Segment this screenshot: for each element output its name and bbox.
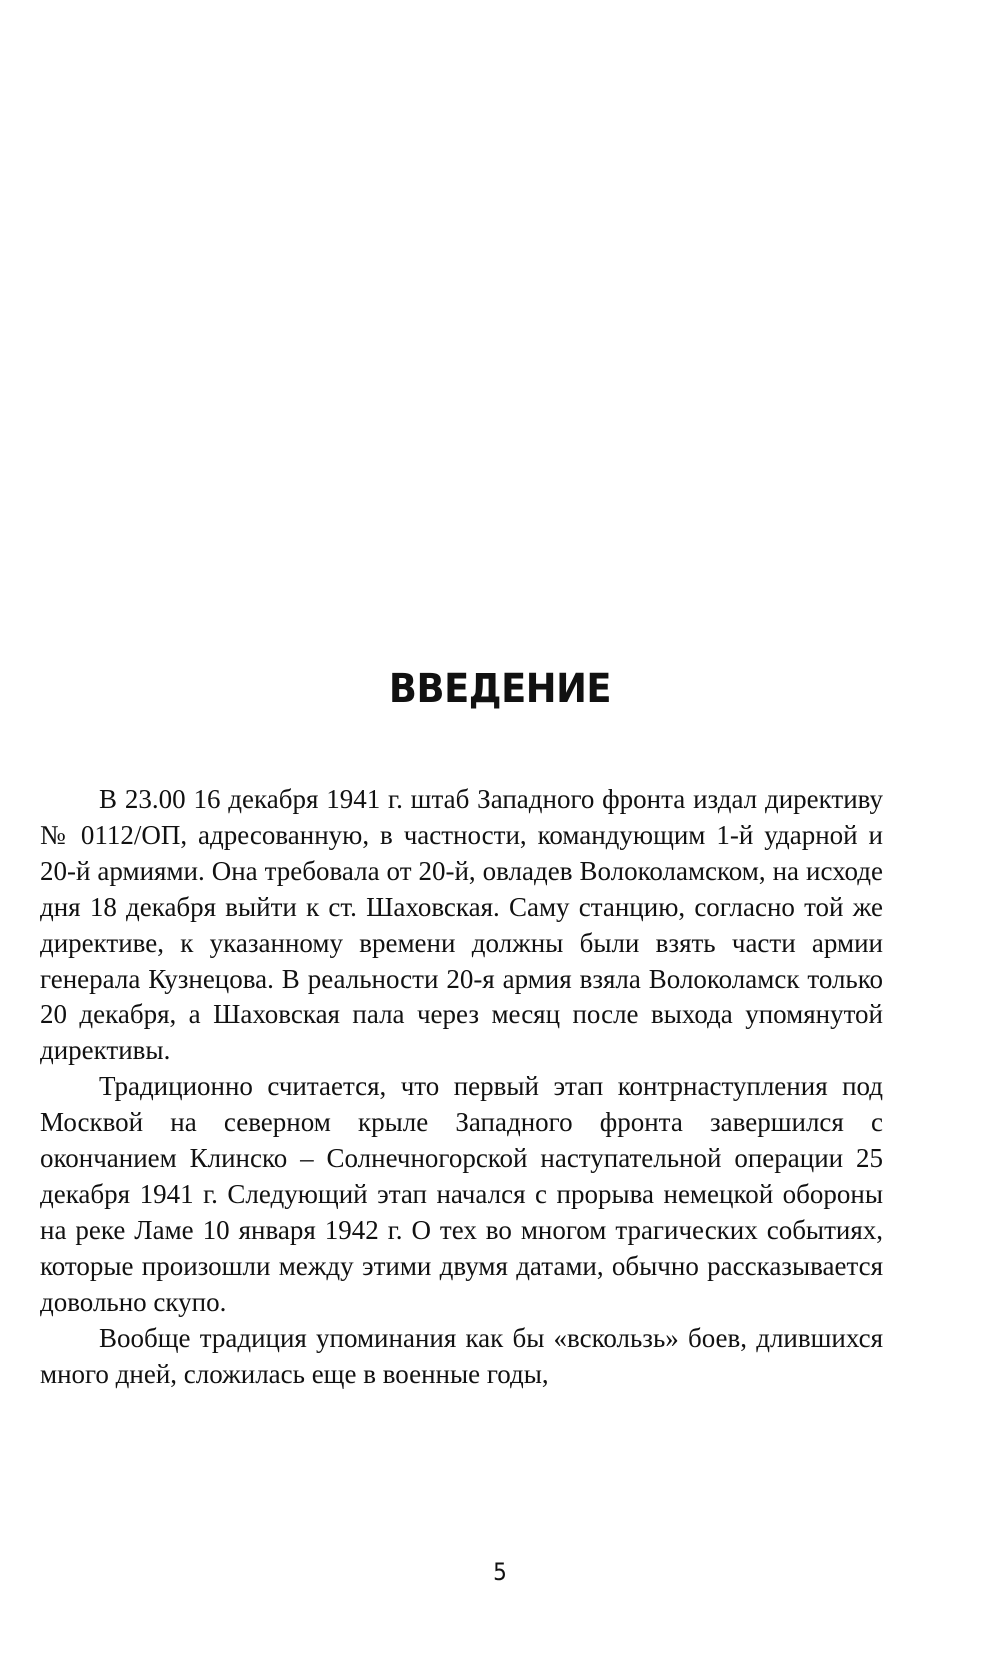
paragraph: Традиционно считается, что первый этап контрнаступления под Москвой на северном крыле Западного фронта завершился с окончанием Клинско – Солнечногорской наступательной операции 25 декабря 1941 г. Следующий этап начался с прорыва немецкой обороны на реке Ламе 10 января 1942 г. О тех во многом трагических событиях, которые произошли между этими двумя датами, обычно рассказывается довольно скупо. bbox=[40, 1071, 883, 1317]
page-number: 5 bbox=[493, 1558, 507, 1586]
paragraph: В 23.00 16 декабря 1941 г. штаб Западного фронта издал директиву № 0112/ОП, адресованную, в частности, командующим 1-й ударной и 20-й армиями. Она требовала от 20-й, овладев Волоколамском, на исходе дня 18 декабря выйти к ст. Шаховская. Саму станцию, согласно той же директиве, к указанному времени должны были взять части армии генерала Кузнецова. В реальности 20-я армия взяла Волоколамск только 20 декабря, а Шаховская пала через месяц после выхода упомянутой директивы. bbox=[40, 784, 883, 1066]
body-text bbox=[40, 782, 883, 1392]
paragraph: Вообще традиция упоминания как бы «вскользь» боев, длившихся много дней, сложилась еще в военные годы, bbox=[40, 1322, 883, 1389]
chapter-title: ВВЕДЕНИЕ bbox=[388, 666, 612, 712]
